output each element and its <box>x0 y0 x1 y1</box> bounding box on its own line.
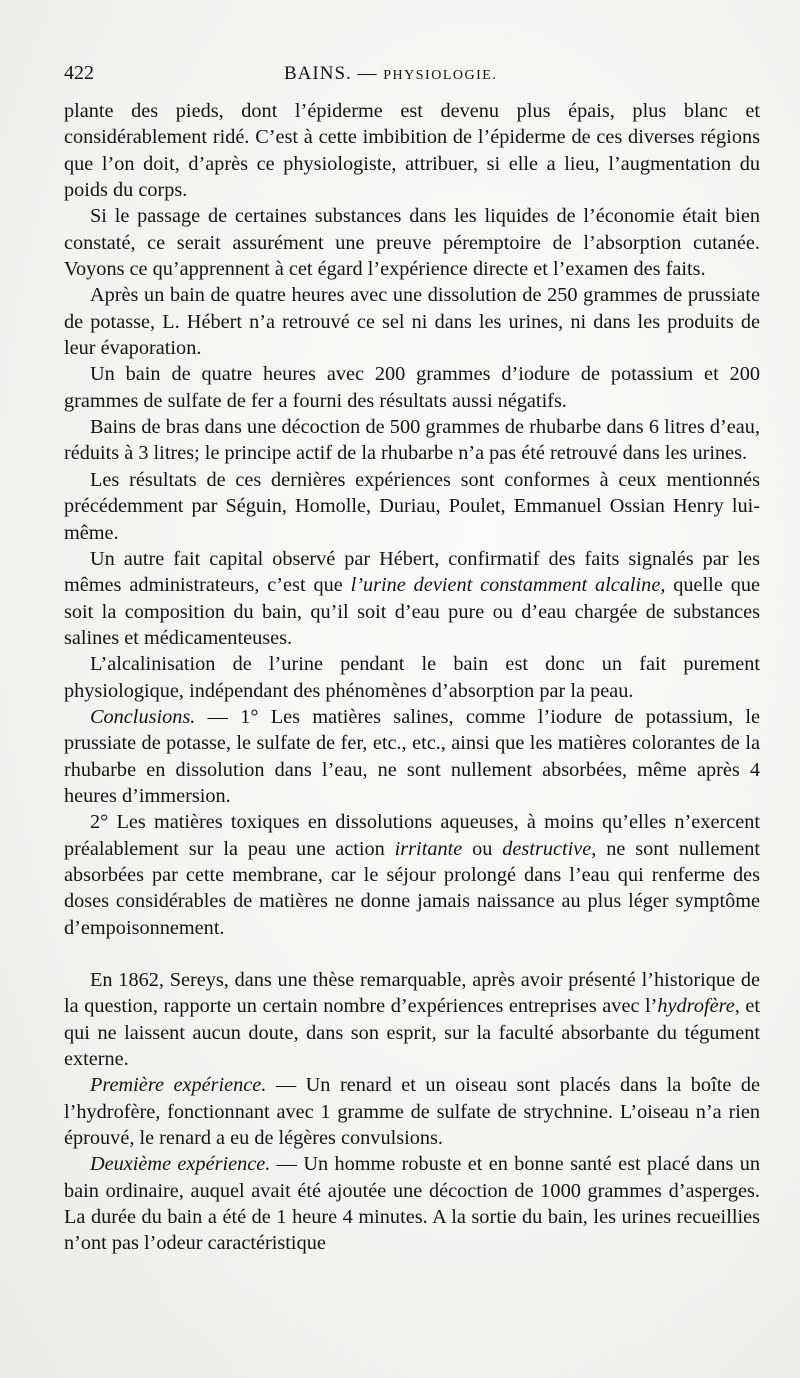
paragraph-conclusions-2 <box>64 809 760 941</box>
text-run: ou <box>462 837 503 860</box>
paragraph-conclusions-1 <box>64 704 760 809</box>
body-text <box>64 98 760 1257</box>
italic-run: hydrofère <box>657 995 735 1018</box>
italic-run: Deuxième expérience. <box>90 1153 271 1176</box>
paragraph-prussiate-experiment: Après un bain de quatre heures avec une dissolution de 250 grammes de prussiate de potasse, L. Hébert n’a retrouvé ce sel ni dans les urines, ni dans les produits de leur évaporation. <box>64 284 760 360</box>
section-spacer <box>64 941 760 967</box>
italic-run: irritante <box>394 837 463 860</box>
running-title <box>284 63 497 85</box>
italic-run: Conclusions. <box>90 705 196 728</box>
text-run: En 1862, Sereys, dans une thèse remarquable, après avoir présenté l’historique de la question, rapporte un certain nombre d’expériences entreprises avec l’ <box>64 969 760 1018</box>
paragraph-first-experiment <box>64 1072 760 1151</box>
italic-run: destructive <box>502 837 592 860</box>
running-title-subtitle: PHYSIOLOGIE. <box>383 68 498 83</box>
page-header <box>64 62 760 98</box>
text-run: — 1° Les matières salines, comme l’iodure de potassium, le prussiate de potasse, le sulfate de fer, etc., etc., ainsi que les matières colorantes de la rhubarbe en dissolution dans l’eau, ne sont nullement absorbées, même après 4 heures d’immersion. <box>64 705 760 807</box>
paragraph-absorption-proof: Si le passage de certaines substances dans les liquides de l’économie était bien constaté, ce serait assurément une preuve péremptoire de l’absorption cutanée. Voyons ce qu’apprennent à cet égard l’expérience directe et l’examen des faits. <box>64 205 760 281</box>
running-title-separator: — <box>357 63 378 84</box>
text-run: Un autre fait capital observé par Hébert, confirmatif des faits signalés par les mêmes administrateurs, c’est que <box>64 547 760 597</box>
italic-run: l’urine devient constamment alcaline <box>350 574 661 597</box>
text-run: , et qui ne laissent aucun doute, dans son esprit, sur la faculté absorbante du tégument externe. <box>64 995 760 1071</box>
page-number: 422 <box>64 62 94 84</box>
text-run: — Un renard et un oiseau sont placés dans la boîte de l’hydrofère, fonctionnant avec 1 gramme de sulfate de strychnine. L’oiseau n’a rien éprouvé, le renard a eu de légères convulsions. <box>64 1074 760 1150</box>
text-run: 2° Les matières toxiques en dissolutions aqueuses, à moins qu’elles n’exercent préalablement sur la peau une action <box>64 811 760 860</box>
paragraph-second-experiment <box>64 1151 760 1256</box>
text-run: , quelle que soit la composition du bain, qu’il soit d’eau pure ou d’eau chargée de substances salines et médicamenteuses. <box>64 574 760 649</box>
paragraph-alkalinisation: L’alcalinisation de l’urine pendant le bain est donc un fait purement physiologique, indépendant des phénomènes d’absorption par la peau. <box>64 653 760 702</box>
paragraph-alkaline-urine <box>64 546 760 651</box>
paragraph-continuation: plante des pieds, dont l’épiderme est devenu plus épais, plus blanc et considérablement ridé. C’est à cette imbibition de l’épiderme de ces diverses régions que l’on doit, d’après ce physiologiste, attribuer, si elle a lieu, l’augmentation du poids du corps. <box>64 100 760 202</box>
italic-run: Première expérience. <box>90 1074 267 1097</box>
paragraph-iodide-experiment: Un bain de quatre heures avec 200 grammes d’iodure de potassium et 200 grammes de sulfate de fer a fourni des résultats aussi négatifs. <box>64 363 760 412</box>
running-title-main: BAINS. <box>284 63 352 84</box>
text-run: , ne sont nullement absorbées par cette membrane, car le séjour prolongé dans l’eau qui renferme des doses considérables de matières ne donne jamais naissance au plus léger symptôme d’empoisonnement. <box>64 837 761 939</box>
paragraph-sereys-1862 <box>64 967 760 1072</box>
text-run: — Un homme robuste et en bonne santé est placé dans un bain ordinaire, auquel avait été ajoutée une décoction de 1000 grammes d’asperges. La durée du bain a été de 1 heure 4 minutes. A la sortie du bain, les urines recueillies n’ont pas l’odeur caractéristique <box>64 1153 760 1255</box>
paragraph-conforming-results: Les résultats de ces dernières expériences sont conformes à ceux mentionnés précédemment par Séguin, Homolle, Duriau, Poulet, Emmanuel Ossian Henry lui-même. <box>64 468 760 544</box>
paragraph-rhubarb-experiment: Bains de bras dans une décoction de 500 grammes de rhubarbe dans 6 litres d’eau, réduits à 3 litres; le principe actif de la rhubarbe n’a pas été retrouvé dans les urines. <box>64 416 760 465</box>
